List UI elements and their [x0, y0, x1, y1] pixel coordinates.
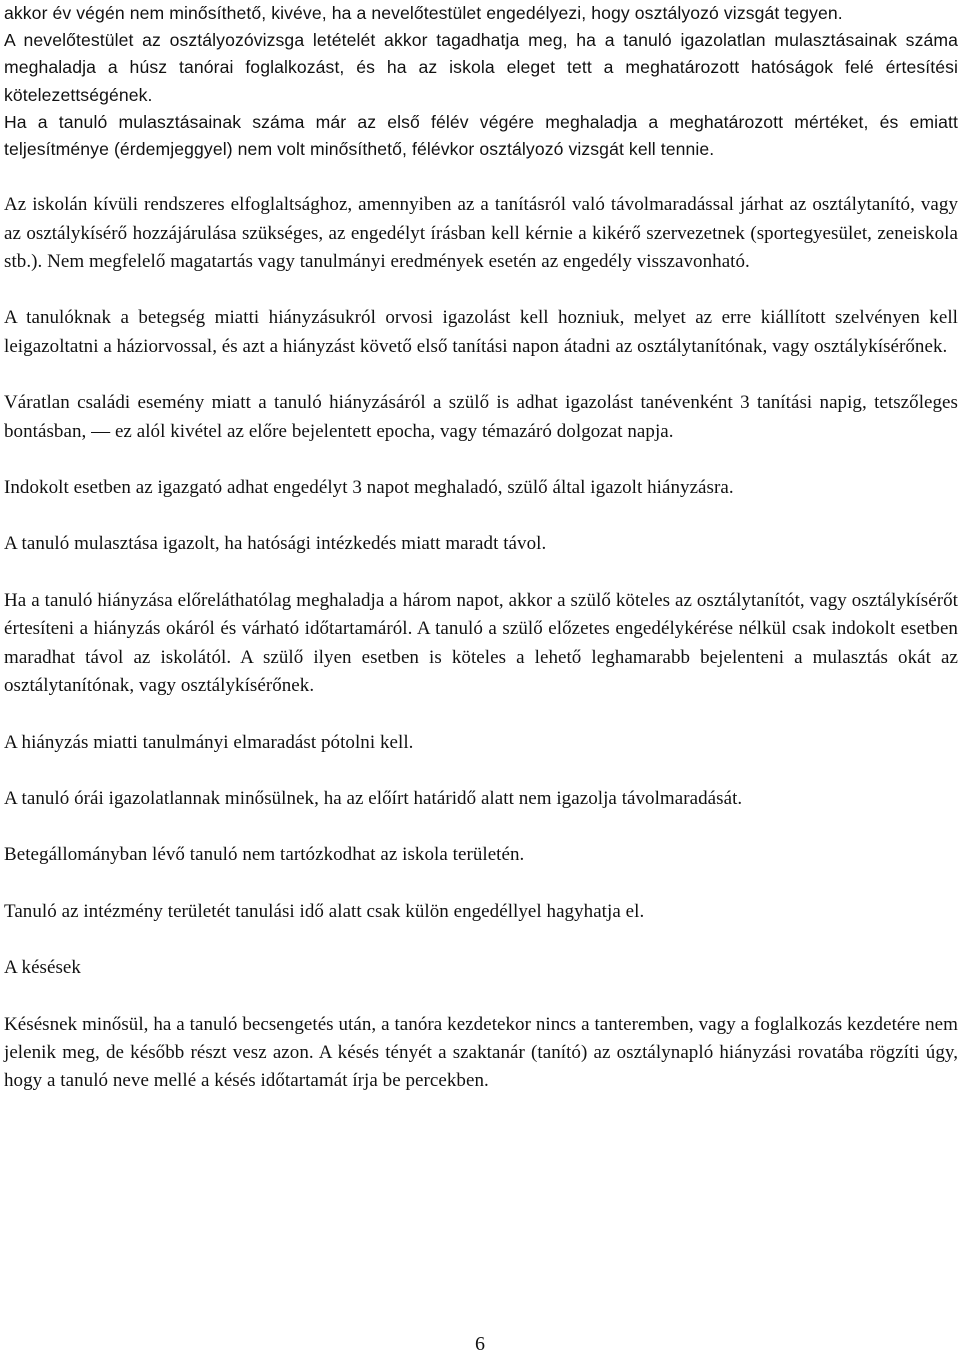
paragraph-betegallomany: Betegállományban lévő tanuló nem tartózkodhat az iskola területén.	[4, 844, 525, 866]
paragraph-elmaradas-potlasa: A hiányzás miatti tanulmányi elmaradást pótolni kell.	[4, 731, 414, 753]
paragraph-vizsga-megtagadas: A nevelőtestület az osztályozóvizsga letételét akkor tagadhatja meg, ha a tanuló igazolatlan mulasztásainak száma meghaladja a húsz tanórai foglalkozást, és ha az iskola eleget tett a meghatározott hatóságok felé értesítési kötelezettségének.	[4, 30, 958, 105]
section-heading-kesesek: A késések	[4, 957, 81, 979]
paragraph-felevi-vizsga: Ha a tanuló mulasztásainak száma már az első félév végére meghaladja a meghatározott mértéket, és emiatt teljesítménye (érdemjeggyel) nem volt minősíthető, félévkor osztályozó vizsgát kell tennie.	[4, 111, 958, 160]
paragraph-intezmeny-elhagyasa: Tanuló az intézmény területét tanulási idő alatt csak külön engedéllyel hagyhatja el.	[4, 900, 645, 922]
paragraph-keses-definicio: Késésnek minősül, ha a tanuló becsengetés után, a tanóra kezdetekor nincs a tanteremben, vagy a foglalkozás kezdetére nem jelenik meg, de később részt vesz azon. A késés tényét a szaktanár (tanító) az osztálynapló hiányzási rovatába rögzíti úgy, hogy a tanuló neve mellé a késés időtartamát írja be percekben.	[4, 1013, 958, 1092]
paragraph-szuloi-igazolas: Váratlan családi esemény miatt a tanuló hiányzásáról a szülő is adhat igazolást tanévenként 3 tanítási napig, tetszőleges bontásban, ― ez alól kivétel az előre bejelentett epocha, vagy témazáró dolgozat napja.	[4, 392, 958, 442]
paragraph-osztalyozo-vizsga: akkor év végén nem minősíthető, kivéve, ha a nevelőtestület engedélyezi, hogy osztályozó vizsgát tegyen.	[4, 3, 843, 23]
paragraph-igazolatlan-orak: A tanuló órái igazolatlannak minősülnek, ha az előírt határidő alatt nem igazolja távolmaradását.	[4, 787, 743, 809]
paragraph-iskolan-kivuli-elfoglaltsag: Az iskolán kívüli rendszeres elfoglaltsághoz, amennyiben az a tanításról való távolmaradással járhat az osztálytanító, vagy az osztálykísérő hozzájárulása szükséges, az engedélyt írásban kell kérnie a kikérő szervezetnek (sportegyesület, zeneiskola stb.). Nem megfelelő magatartás vagy tanulmányi eredmények esetén az engedély visszavonható.	[4, 194, 958, 273]
paragraph-igazgatoi-engedely: Indokolt esetben az igazgató adhat engedélyt 3 napot meghaladó, szülő által igazolt hiányzásra.	[4, 477, 734, 499]
page-number: 6	[475, 1333, 485, 1355]
paragraph-elorelathato-hianyzas: Ha a tanuló hiányzása előreláthatólag meghaladja a három napot, akkor a szülő köteles az osztálytanítót, vagy osztálykísérőt értesíteni a hiányzás okáról és várható időtartamáról. A tanuló a szülő előzetes engedélykérése nélkül csak indokolt esetben maradhat távol az iskolától. A szülő ilyen esetben is köteles a lehető leghamarabb bejelenteni a mulasztás okát az osztálytanítónak, vagy osztálykísérőnek.	[4, 589, 958, 697]
paragraph-hatosagi-intezkedes: A tanuló mulasztása igazolt, ha hatósági intézkedés miatt maradt távol.	[4, 533, 547, 555]
paragraph-orvosi-igazolas: A tanulóknak a betegség miatti hiányzásukról orvosi igazolást kell hozniuk, melyet az erre kiállított szelvényen kell leigazoltatni a háziorvossal, és azt a hiányzást követő első tanítási napon átadni az osztálytanítónak, vagy osztálykísérőnek.	[4, 307, 958, 357]
document-page	[4, 0, 958, 1096]
